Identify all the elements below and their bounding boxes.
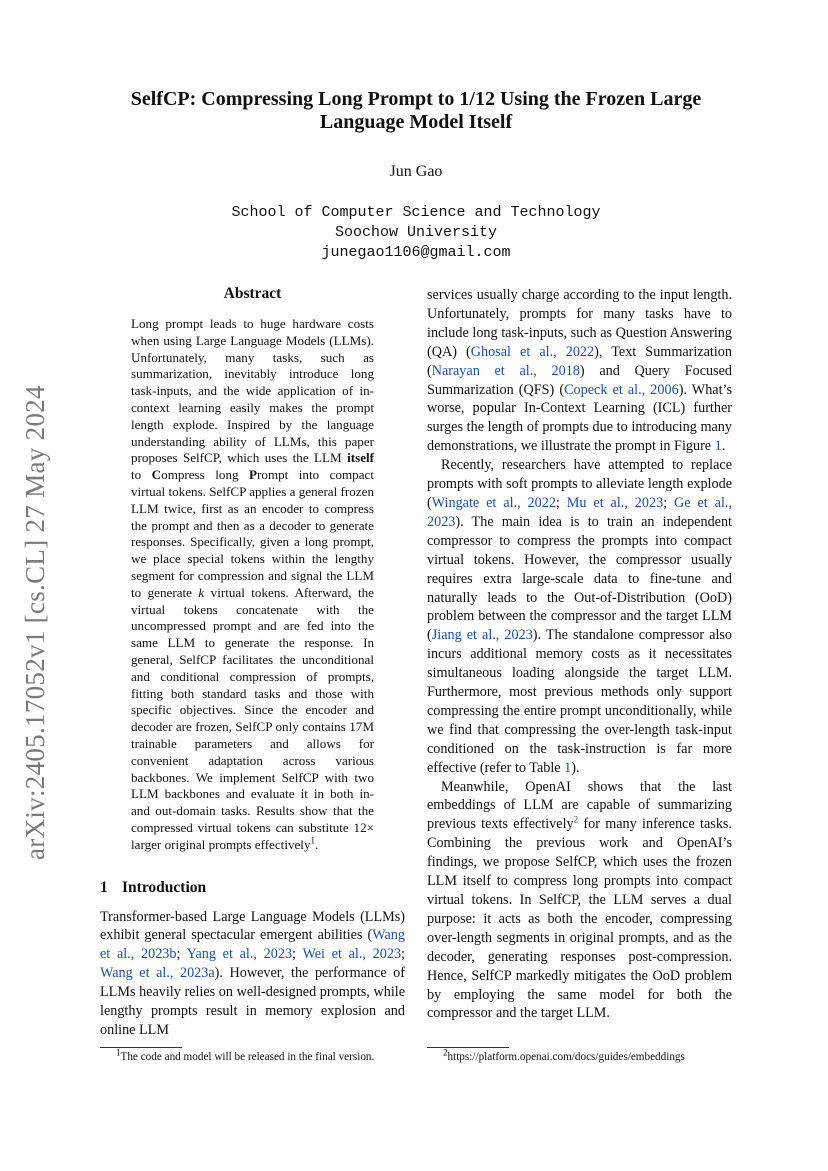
- citation-link[interactable]: Wingate et al., 2022: [431, 494, 556, 511]
- right-column: [427, 286, 732, 1023]
- figure-reference-link[interactable]: 1: [714, 438, 722, 455]
- abstract-heading: Abstract: [223, 285, 282, 302]
- citation-link[interactable]: Ghosal et al., 2022: [470, 343, 595, 360]
- paper-title: [100, 88, 732, 134]
- affiliation-university: Soochow University: [334, 224, 498, 241]
- section-heading-introduction: 1 Introduction: [100, 878, 207, 896]
- arxiv-identifier: arXiv:2405.17052v1 [cs.CL] 27 May 2024: [20, 385, 50, 860]
- title-line-2: Language Model Itself: [319, 111, 513, 133]
- footnote-url-link[interactable]: https://platform.openai.com/docs/guides/embeddings: [447, 1051, 685, 1063]
- citation-link[interactable]: Mu et al., 2023: [566, 494, 664, 511]
- footnote-2-marker[interactable]: 2: [573, 814, 579, 825]
- footnote-divider-left: [100, 1047, 182, 1048]
- intro-paragraph-1-continued: services usually charge according to the input length. Unfortunately, prompts for many tasks have to include long task-inputs, such as Question Answering (QA) (Ghosal et al., 2022), Text Summarization (Narayan et al., 2018) and Query Focused Summarization (QFS) (Copeck et al., 2006). What’s worse, popular In-Context Learning (ICL) further surges the length of prompts due to introducing many demonstrations, we illustrate the prompt in Figure 1.: [427, 287, 732, 455]
- citation-link[interactable]: Ge et al., 2023: [427, 494, 732, 530]
- intro-paragraph-2: Recently, researchers have attempted to replace prompts with soft prompts to alleviate length explode (Wingate et al., 2022; Mu et al., 2023; Ge et al., 2023). The main idea is to train an independent compressor to compress the prompts into compact virtual tokens. However, the compressor usually requires extra large-scale data to fine-tune and naturally leads to the Out-of-Distribution (OoD) problem between the compressor and the target LLM (Jiang et al., 2023). The standalone compressor also incurs additional memory costs as it necessitates simultaneous loading alongside the target LLM. Furthermore, most previous methods only support compressing the entire prompt unconditionally, while we find that compressing the over-length task-input conditioned on the task-instruction is far more effective (refer to Table 1).: [427, 457, 733, 776]
- citation-link[interactable]: Yang et al., 2023: [186, 946, 293, 963]
- author-email[interactable]: junegao1106@gmail.com: [321, 244, 511, 261]
- footnote-1: $^1$The code and model will be released in the final version.: [116, 1047, 375, 1063]
- citation-link[interactable]: Jiang et al., 2023: [431, 627, 533, 644]
- footnote-1-marker[interactable]: 1: [310, 835, 315, 846]
- affiliation-school: School of Computer Science and Technology: [231, 204, 601, 221]
- left-column: [100, 284, 405, 1040]
- citation-link[interactable]: Copeck et al., 2006: [564, 381, 679, 398]
- footnote-divider-right: [427, 1047, 509, 1048]
- intro-paragraph-1: Transformer-based Large Language Models (LLMs) exhibit general spectacular emergent abilities (Wang et al., 2023b; Yang et al., 2023; Wei et al., 2023; Wang et al., 2023a). However, the performance of LLMs heavily relies on well-designed prompts, while lengthy prompts result in memory explosion and online LLM: [100, 908, 405, 1038]
- citation-link[interactable]: Wang et al., 2023b: [100, 927, 405, 963]
- affiliation-block: [100, 203, 732, 263]
- intro-paragraph-3: Meanwhile, OpenAI shows that the last embeddings of LLM are capable of summarizing previous texts effectively$^2$ for many inference tasks. Combining the previous work and OpenAI’s findings, we propose SelfCP, which uses the frozen LLM itself to compress long prompts into compact virtual tokens. In SelfCP, the LLM serves a dual purpose: it acts as both the encoder, compressing over-length segments in original prompts, and as the decoder, generating responses post-compression. Hence, SelfCP markedly mitigates the OoD problem by employing the same model for both the compressor and the target LLM.: [427, 778, 732, 1022]
- abstract-text: Long prompt leads to huge hardware costs when using Large Language Models (LLMs). Unfortunately, many tasks, such as summarization, inevitably introduce long task-inputs, and the wide application of in-context learning easily makes the prompt length explode. Inspired by the language understanding ability of LLMs, this paper proposes SelfCP, which uses the LLM itself to Compress long Prompt into compact virtual tokens. SelfCP applies a general frozen LLM twice, first as an encoder to compress the prompt and then as a decoder to generate responses. Specifically, given a long prompt, we place special tokens within the lengthy segment for compression and signal the LLM to generate k virtual tokens. Afterward, the virtual tokens concatenate with the uncompressed prompt and are fed into the same LLM to generate the response. In general, SelfCP facilitates the unconditional and conditional compression of prompts, fitting both standard tasks and those with specific objectives. Since the encoder and decoder are frozen, SelfCP only contains 17M trainable parameters and allows for convenient adaptation across various backbones. We implement SelfCP with two LLM backbones and evaluate it in both in- and out-domain tasks. Results show that the compressed virtual tokens can substitute 12× larger original prompts effectively$^1$.: [131, 316, 374, 852]
- footnote-2: $^2$https://platform.openai.com/docs/guides/embeddings: [443, 1047, 685, 1063]
- author-name: Jun Gao: [389, 163, 443, 180]
- title-line-1: SelfCP: Compressing Long Prompt to 1/12 Using the Frozen Large: [130, 88, 702, 110]
- citation-link[interactable]: Wang et al., 2023a: [100, 965, 215, 982]
- citation-link[interactable]: Wei et al., 2023: [302, 946, 402, 963]
- table-reference-link[interactable]: 1: [564, 759, 572, 776]
- citation-link[interactable]: Narayan et al., 2018: [431, 362, 580, 379]
